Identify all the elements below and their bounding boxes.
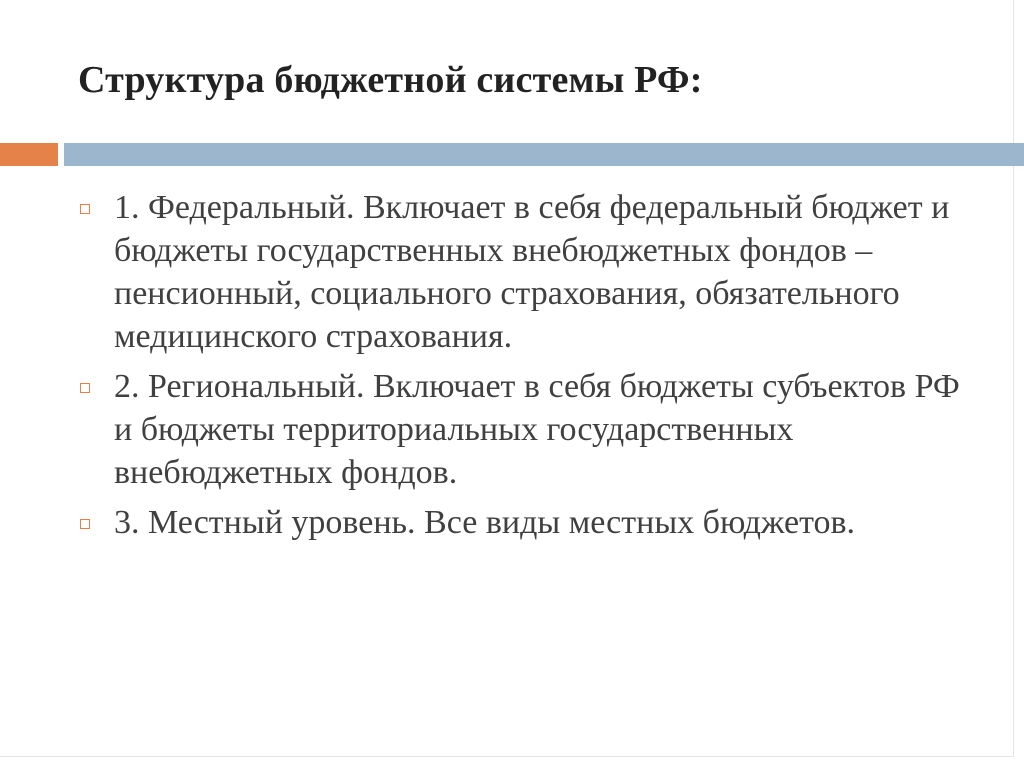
accent-bar-left [0,143,58,166]
list-item-text: 1. Федеральный. Включает в себя федеральный бюджет и бюджеты государственных внебюджетных фондов – пенсионный, социального страхования, обязательного медицинского страхования. [114,189,950,355]
list-item [80,186,980,358]
list-item-text: 2. Региональный. Включает в себя бюджеты субъектов РФ и бюджеты территориальных государственных внебюджетных фондов. [114,368,960,491]
list-item-text: 3. Местный уровень. Все виды местных бюджетов. [114,504,856,541]
list-item [80,501,980,544]
list-item [80,365,980,494]
slide-title: Структура бюджетной системы РФ: [78,59,703,101]
square-bullet-icon [80,383,90,393]
square-bullet-icon [80,519,90,529]
bullet-list [80,186,980,551]
square-bullet-icon [80,204,90,214]
divider-bar [64,143,1024,166]
